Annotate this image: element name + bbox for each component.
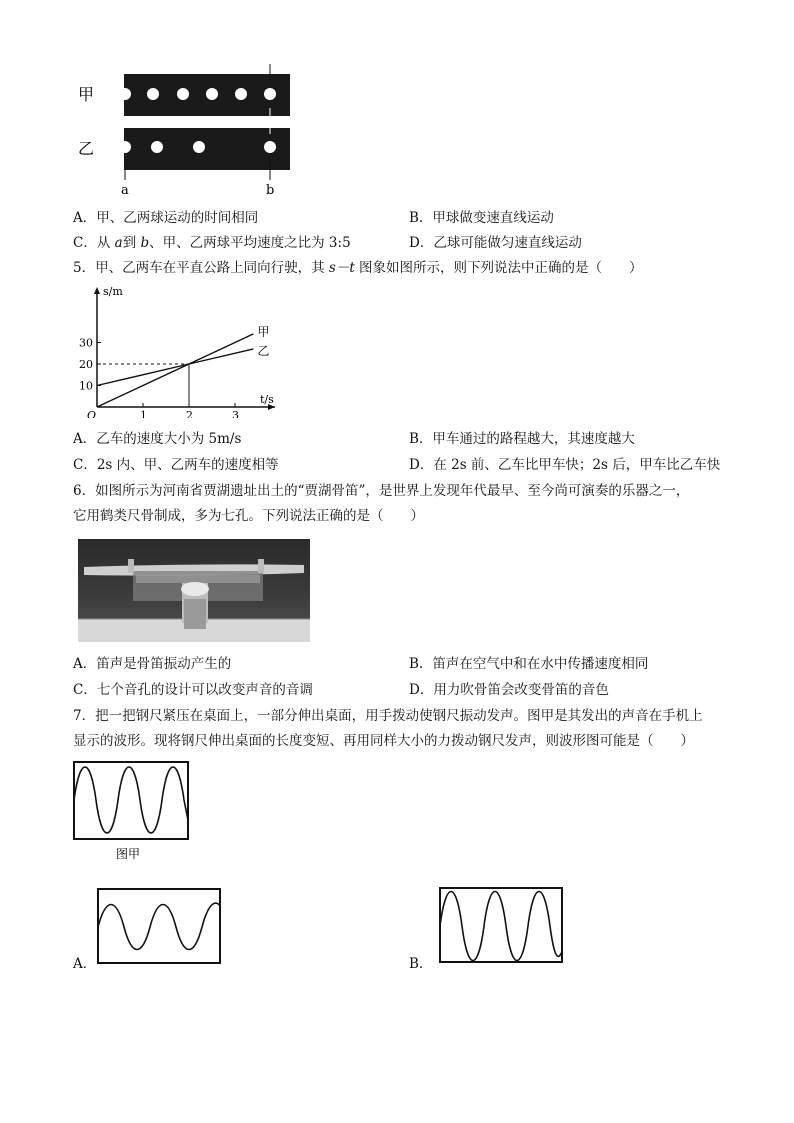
ball xyxy=(235,88,247,100)
mark-label-b: b xyxy=(266,183,275,198)
q5-stem-prefix: 5．甲、乙两车在平直公路上同向行驶，其 xyxy=(73,260,329,276)
q5-option-b[interactable]: B．甲车通过的路程越大，其速度越大 xyxy=(409,431,635,447)
y-axis-arrow xyxy=(94,287,100,294)
q4-option-b[interactable]: B．甲球做变速直线运动 xyxy=(409,210,554,226)
q4-option-a[interactable]: A．甲、乙两球运动的时间相同 xyxy=(73,210,259,226)
ball xyxy=(119,141,131,153)
y-tick-label: 10 xyxy=(79,379,93,393)
x-axis-label: t/s xyxy=(260,393,274,406)
q5-option-d[interactable]: D．在 2s 前、乙车比甲车快；2s 后，甲车比乙车快 xyxy=(409,457,721,473)
ball xyxy=(206,88,218,100)
q5-stem-st: s－t xyxy=(328,260,355,276)
q4-option-d[interactable]: D．乙球可能做匀速直线运动 xyxy=(409,235,582,251)
q4-strobe-figure xyxy=(72,64,302,200)
ball xyxy=(151,141,163,153)
y-tick-label: 20 xyxy=(79,358,93,371)
waveform-jia xyxy=(74,767,188,833)
q5-option-a[interactable]: A．乙车的速度大小为 5m/s xyxy=(73,431,242,447)
ball xyxy=(264,88,276,100)
bone-flute-photo xyxy=(78,539,310,642)
x-tick-label: 1 xyxy=(140,409,147,418)
q6-stem-line1: 6．如图所示为河南省贾湖遗址出土的“贾湖骨笛”，是世界上发现年代最早、至今尚可演奏的乐器之一， xyxy=(73,483,690,499)
ball xyxy=(147,88,159,100)
q6-stem-line2: 它用鹤类尺骨制成，多为七孔。下列说法正确的是（ ） xyxy=(73,508,424,524)
q6-option-c[interactable]: C．七个音孔的设计可以改变声音的音调 xyxy=(73,682,313,698)
x-tick-label: 3 xyxy=(232,409,239,418)
series-line-jia xyxy=(97,334,253,407)
row-label-yi: 乙 xyxy=(78,139,95,158)
q5-stem xyxy=(73,259,643,277)
q4-option-c-b: b xyxy=(140,235,150,251)
waveform-a xyxy=(98,903,224,949)
waveform-option-a[interactable] xyxy=(96,887,224,967)
mark-label-a: a xyxy=(121,183,129,198)
q4-option-c-suffix: 、甲、乙两球平均速度之比为 3:5 xyxy=(149,235,351,251)
y-axis-label: s/m xyxy=(103,285,123,298)
origin-label: O xyxy=(87,409,97,418)
figure-caption-jia: 图甲 xyxy=(116,847,141,861)
q6-option-a[interactable]: A．笛声是骨笛振动产生的 xyxy=(73,656,232,672)
y-tick-label: 30 xyxy=(79,336,93,350)
ball xyxy=(177,88,189,100)
waveform-option-b[interactable] xyxy=(438,886,566,966)
series-label-yi: 乙 xyxy=(257,343,270,358)
q4-option-c-prefix: C．从 xyxy=(73,235,115,251)
q6-option-b[interactable]: B．笛声在空气中和在水中传播速度相同 xyxy=(409,656,649,672)
q7-option-a-label[interactable]: A． xyxy=(73,956,97,972)
q6-option-d[interactable]: D．用力吹骨笛会改变骨笛的音色 xyxy=(409,682,609,698)
ball xyxy=(119,88,131,100)
q4-option-c-a: a xyxy=(114,235,123,251)
q4-option-c-mid: 到 xyxy=(122,235,141,251)
q7-stem-line2: 显示的波形。现将钢尺伸出桌面的长度变短、再用同样大小的力拨动钢尺发声，则波形图可能是（ ） xyxy=(73,733,694,749)
x-tick-label: 2 xyxy=(186,409,193,418)
waveform-b xyxy=(440,892,564,961)
q4-option-c[interactable] xyxy=(73,234,351,252)
q5-stem-suffix: 图象如图所示，则下列说法中正确的是（ ） xyxy=(354,260,643,276)
q7-stem-line1: 7．把一把钢尺紧压在桌面上，一部分伸出桌面，用手拨动使钢尺振动发声。图甲是其发出的声音在手机上 xyxy=(73,708,703,724)
ball xyxy=(264,141,276,153)
q5-st-chart xyxy=(70,283,285,418)
q5-option-c[interactable]: C．2s 内、甲、乙两车的速度相等 xyxy=(73,457,279,473)
row-label-jia: 甲 xyxy=(78,85,95,104)
waveform-figure-jia xyxy=(72,760,192,866)
ball xyxy=(193,141,205,153)
q7-option-b-label[interactable]: B． xyxy=(409,956,433,972)
series-label-jia: 甲 xyxy=(257,324,270,339)
series-line-yi xyxy=(97,349,253,386)
